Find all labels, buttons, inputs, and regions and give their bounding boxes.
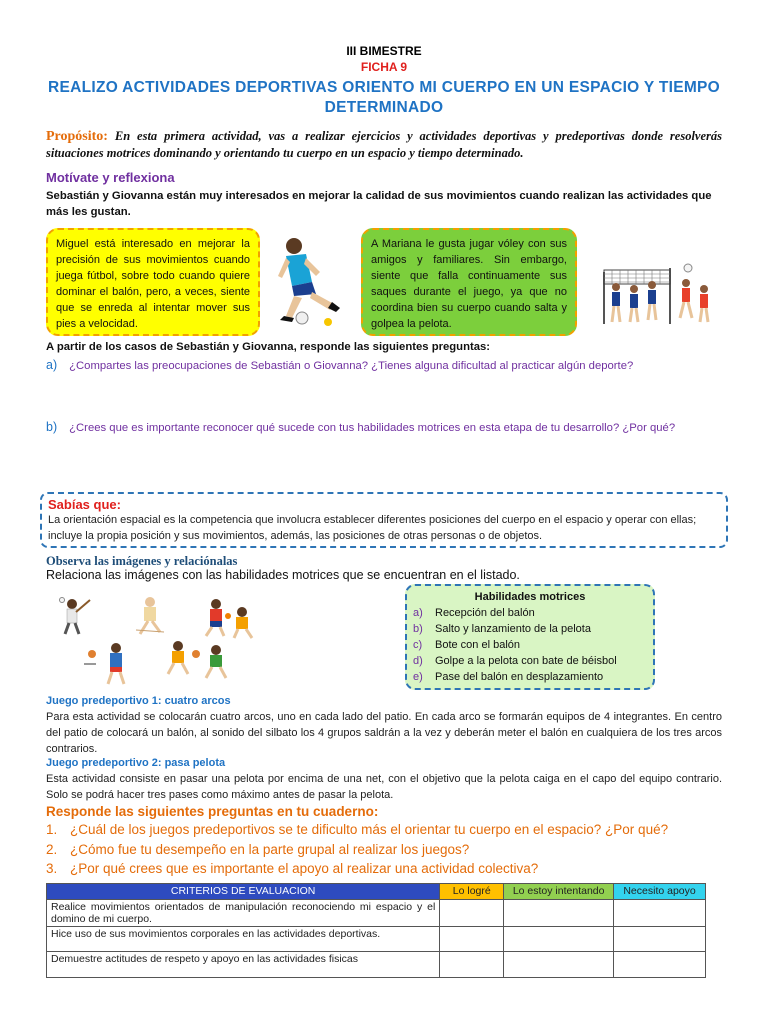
table-row bbox=[47, 927, 706, 952]
case-mariana-box: A Mariana le gusta jugar vóley con sus amigos y familiares. Sin embargo, siente que falla continuamente sus saques durante el juego, ya que no coordina bien su cuerpo cuando salta y golpea la pelota. bbox=[361, 228, 577, 336]
bimestre-label: III BIMESTRE bbox=[346, 44, 422, 58]
cuaderno-heading: Responde las siguientes preguntas en tu cuaderno: bbox=[46, 804, 379, 819]
question-text: ¿Por qué crees que es importante el apoyo al realizar una actividad colectiva? bbox=[70, 861, 539, 876]
habilidad-text: Pase del balón en desplazamiento bbox=[435, 671, 604, 683]
question-b-text: ¿Crees que es importante reconocer qué sucede con tus habilidades motrices en esta etapa de tu desarrollo? ¿Por qué? bbox=[69, 422, 676, 434]
habilidad-letter: b) bbox=[413, 623, 423, 635]
question-text: ¿Cuál de los juegos predeportivos se te dificulto más el orientar tu cuerpo en el espacio? ¿Por qué? bbox=[70, 822, 669, 837]
habilidad-item bbox=[413, 637, 647, 653]
sabias-que-box bbox=[40, 492, 728, 548]
habilidad-text: Bote con el balón bbox=[435, 639, 521, 651]
motivate-heading: Motívate y reflexiona bbox=[46, 170, 175, 185]
check-cell[interactable] bbox=[440, 952, 504, 978]
motivate-intro: Sebastián y Giovanna están muy interesados en mejorar la calidad de sus movimientos cuando realizan las actividades que más les gustan. bbox=[46, 190, 712, 218]
cuaderno-question bbox=[46, 822, 668, 837]
ficha-label: FICHA 9 bbox=[360, 60, 408, 74]
check-cell[interactable] bbox=[504, 927, 614, 952]
sports-skills-illustration bbox=[56, 594, 266, 686]
header-intentando: Lo estoy intentando bbox=[504, 884, 614, 900]
criterios-header-row bbox=[47, 884, 706, 900]
check-cell[interactable] bbox=[614, 927, 706, 952]
habilidad-item bbox=[413, 653, 647, 669]
header-lo-logre: Lo logré bbox=[440, 884, 504, 900]
habilidades-title: Habilidades motrices bbox=[474, 591, 586, 603]
question-number: 2. bbox=[46, 842, 58, 857]
check-cell[interactable] bbox=[440, 927, 504, 952]
habilidad-item bbox=[413, 605, 647, 621]
question-b-letter: b) bbox=[46, 420, 58, 434]
juego1-text: Para esta actividad se colocarán cuatro arcos, uno en cada lado del patio. En cada arco se formarán equipos de 4 integrantes. En centro del patio de colocará un balón, al sonido del silbato los 4 grupos saldrán a la vez y deberán meter el balón en cualquiera de los tres arcos contrarios. bbox=[46, 711, 722, 755]
criterio-text: Hice uso de sus movimientos corporales en las actividades deportivas. bbox=[47, 927, 440, 952]
sabias-que-title: Sabías que: bbox=[48, 497, 121, 512]
question-text: ¿Cómo fue tu desempeño en la parte grupal al realizar los juegos? bbox=[70, 842, 470, 857]
question-b bbox=[46, 420, 675, 434]
observa-heading: Observa las imágenes y relaciónalas bbox=[46, 554, 238, 568]
check-cell[interactable] bbox=[440, 900, 504, 927]
habilidad-letter: e) bbox=[413, 671, 423, 683]
cuaderno-question bbox=[46, 861, 538, 876]
question-number: 3. bbox=[46, 861, 58, 876]
habilidad-text: Recepción del balón bbox=[435, 607, 535, 619]
question-a-letter: a) bbox=[46, 358, 58, 372]
case-miguel-box: Miguel está interesado en mejorar la precisión de sus movimientos cuando juega fútbol, sobre todo cuando quiere dominar el balón, pero, a veces, siente que se enreda al intentar mover sus pies a velocidad. bbox=[46, 228, 260, 336]
header-criterios: CRITERIOS DE EVALUACION bbox=[47, 884, 440, 900]
proposito-text: En esta primera actividad, vas a realizar ejercicios y actividades deportivas y predeportivas donde resolverás situaciones motrices dominando y orientando tu cuerpo en un espacio y tiempo determinado. bbox=[46, 129, 722, 160]
check-cell[interactable] bbox=[614, 900, 706, 927]
habilidad-letter: d) bbox=[413, 655, 423, 667]
juego2-text: Esta actividad consiste en pasar una pelota por encima de una net, con el objetivo que la pelota caiga en el capo del equipo contrario. Solo se podrá hacer tres pases como máximo antes de pasar la pelota. bbox=[46, 773, 722, 801]
criterio-text: Demuestre actitudes de respeto y apoyo en las actividades fisicas bbox=[47, 952, 440, 978]
soccer-player-illustration bbox=[272, 232, 354, 328]
baseball-figure bbox=[60, 598, 91, 635]
proposito-label: Propósito: bbox=[46, 129, 108, 144]
check-cell[interactable] bbox=[504, 952, 614, 978]
check-cell[interactable] bbox=[614, 952, 706, 978]
question-a-text: ¿Compartes las preocupaciones de Sebastián o Giovanna? ¿Tienes alguna dificultad al practicar algún deporte? bbox=[69, 360, 634, 372]
cuaderno-question bbox=[46, 842, 469, 857]
habilidad-item bbox=[413, 669, 647, 685]
habilidades-box bbox=[405, 584, 655, 690]
proposito-paragraph bbox=[46, 128, 722, 162]
habilidad-letter: a) bbox=[413, 607, 423, 619]
habilidad-item bbox=[413, 621, 647, 637]
juego2-title: Juego predeportivo 2: pasa pelota bbox=[46, 757, 226, 769]
preguntas-intro: A partir de los casos de Sebastián y Giovanna, responde las siguientes preguntas: bbox=[46, 341, 491, 353]
volleyball-illustration bbox=[596, 262, 720, 328]
criterio-text: Realice movimientos orientados de manipulación reconociendo mi espacio y el domino de mi cuerpo. bbox=[47, 900, 440, 927]
table-row bbox=[47, 952, 706, 978]
juego1-title: Juego predeportivo 1: cuatro arcos bbox=[46, 695, 231, 707]
check-cell[interactable] bbox=[504, 900, 614, 927]
observa-text: Relaciona las imágenes con las habilidades motrices que se encuentran en el listado. bbox=[46, 568, 520, 582]
question-a bbox=[46, 358, 633, 372]
question-number: 1. bbox=[46, 822, 58, 837]
sabias-que-text: La orientación espacial es la competencia que involucra establecer diferentes posiciones del cuerpo en el espacio y operar con ellas; incluye la propia posición y sus movimientos, además, las posiciones de otras personas o de objetos. bbox=[48, 514, 697, 542]
habilidad-letter: c) bbox=[413, 639, 423, 651]
table-row bbox=[47, 900, 706, 927]
header-necesito-apoyo: Necesito apoyo bbox=[614, 884, 706, 900]
habilidad-text: Golpe a la pelota con bate de béisbol bbox=[435, 655, 617, 667]
page-title: REALIZO ACTIVIDADES DEPORTIVAS ORIENTO MI CUERPO EN UN ESPACIO Y TIEMPO DETERMINADO bbox=[47, 79, 721, 116]
habilidad-text: Salto y lanzamiento de la pelota bbox=[435, 623, 591, 635]
criterios-table bbox=[46, 883, 706, 978]
